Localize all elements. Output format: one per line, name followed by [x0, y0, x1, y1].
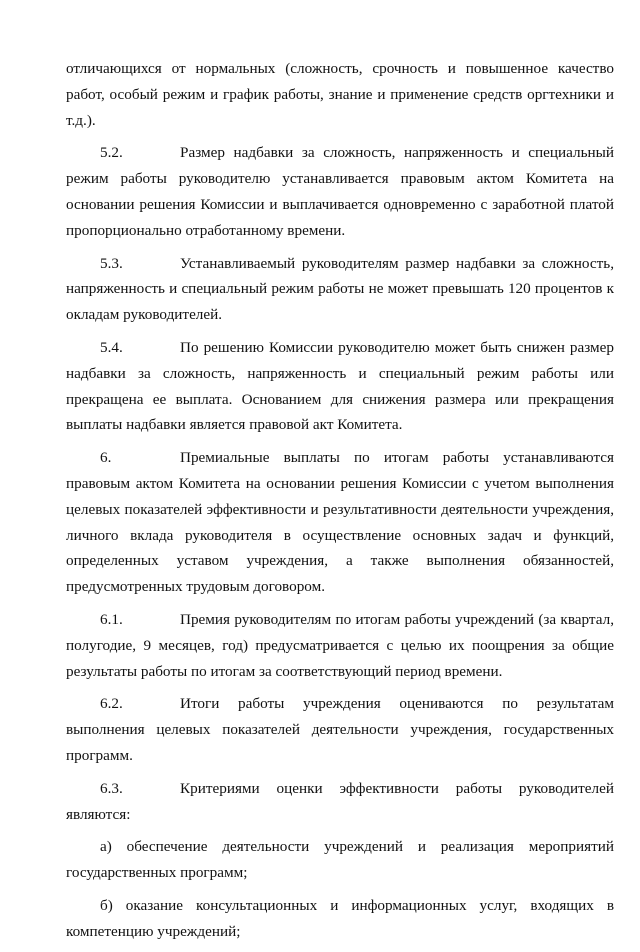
paragraph-text: отличающихся от нормальных (сложность, срочность и повышенное качество работ, особый режим и график работы, знание и применение средств оргтехники и т.д.).	[66, 60, 614, 129]
paragraph-number: 5.4.	[100, 338, 123, 356]
paragraph-6-1	[66, 607, 614, 684]
paragraph-number: 5.3.	[100, 254, 123, 272]
list-item-b	[66, 893, 614, 945]
paragraph-text: Размер надбавки за сложность, напряженность и специальный режим работы руководителю устанавливается правовым актом Комитета на основании решения Комиссии и выплачивается одновременно с заработной платой пропорционально отработанному времени.	[66, 144, 614, 239]
paragraph-number: 6.	[100, 449, 112, 467]
paragraph-5-4	[66, 335, 614, 438]
paragraph-number: 6.3.	[100, 779, 123, 797]
list-item-text: а) обеспечение деятельности учреждений и реализация мероприятий государственных программ;	[66, 838, 614, 882]
paragraph-text: Устанавливаемый руководителям размер надбавки за сложность, напряженность и специальный режим работы не может превышать 120 процентов к окладам руководителей.	[66, 254, 614, 324]
list-item-a	[66, 834, 614, 886]
paragraph-text: Итоги работы учреждения оцениваются по результатам выполнения целевых показателей деятельности учреждения, государственных программ.	[66, 695, 614, 764]
paragraph-text: Критериями оценки эффективности работы руководителей являются:	[66, 779, 614, 823]
paragraph-text: Премия руководителям по итогам работы учреждений (за квартал, полугодие, 9 месяцев, год) предусматривается с целью их поощрения за общие результаты работы по итогам за соответствующий период времени.	[66, 610, 614, 680]
paragraph-6	[66, 445, 614, 600]
paragraph-number: 6.1.	[100, 610, 123, 628]
document-page	[66, 56, 614, 952]
list-item-text: б) оказание консультационных и информационных услуг, входящих в компетенцию учреждений;	[66, 896, 614, 940]
paragraph-6-2	[66, 691, 614, 768]
paragraph-5-3	[66, 251, 614, 328]
paragraph-6-3	[66, 776, 614, 828]
paragraph-number: 5.2.	[100, 144, 123, 162]
paragraph-number: 6.2.	[100, 695, 123, 713]
paragraph-5-2	[66, 140, 614, 243]
paragraph-text: Премиальные выплаты по итогам работы устанавливаются правовым актом Комитета на основании решения Комиссии с учетом выполнения целевых показателей эффективности и результативности деятельности учреждения, личного вклада руководителя в осуществление основных задач и функций, определенных уставом учреждения, а также выполнения обязанностей, предусмотренных трудовым договором.	[66, 449, 614, 596]
paragraph-continuation	[66, 56, 614, 133]
paragraph-text: По решению Комиссии руководителю может быть снижен размер надбавки за сложность, напряженность и специальный режим работы или прекращена ее выплата. Основанием для снижения размера или прекращения выплаты надбавки является правовой акт Комитета.	[66, 338, 614, 434]
